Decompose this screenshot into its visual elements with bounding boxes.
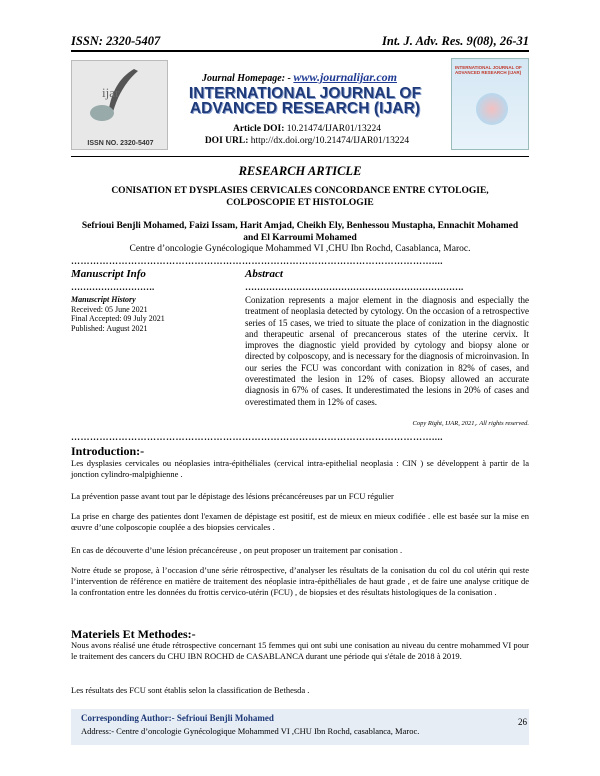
manuscript-dots: ……………………….: [71, 282, 155, 292]
abstract-heading: Abstract: [245, 268, 283, 280]
article-type: RESEARCH ARTICLE: [238, 164, 362, 178]
intro-paragraph-5: Notre étude se propose, à l’occasion d’une série rétrospective, d’analyser les résultats de la conisation du col du col utérin qui reste l’intervention de référence en matière de traitement des néoplasie intra-épithéliales de haut grade , et de faire une analyse critique de la confrontation entre les données du frottis cervico-utérin (FCU) , de biopsies et des résultats histologiques de la conisation .: [71, 565, 529, 597]
intro-paragraph-2: La prévention passe avant tout par le dépistage des lésions précancéreuses par un FCU régulier: [71, 491, 394, 501]
article-doi[interactable]: 10.21474/IJAR01/13224: [286, 124, 382, 134]
journal-homepage: [202, 70, 397, 85]
corresponding-author-box: [71, 709, 529, 745]
methods-heading: Materiels Et Methodes:-: [71, 627, 196, 641]
manuscript-info-heading: Manuscript Info: [71, 268, 146, 280]
intro-paragraph-1: Les dysplasies cervicales ou néoplasies intra-épithéliales (cervical intra-epithelial neoplasia : CIN ) se développent à partir de la jonction cylindro-malpighienne .: [71, 458, 529, 479]
doi-url-link[interactable]: http://dx.doi.org/10.21474/IJAR01/13224: [250, 136, 410, 146]
page-number: 26: [518, 717, 527, 727]
article-title-line1: CONISATION ET DYSPLASIES CERVICALES CONCORDANCE ENTRE CYTOLOGIE,: [111, 186, 489, 196]
authors-line2: and El Karroumi Mohamed: [243, 233, 357, 243]
accepted-date: Final Accepted: 09 July 2021: [71, 314, 165, 323]
methods-paragraph-2: Les résultats des FCU sont établis selon la classification de Bethesda .: [71, 685, 310, 695]
quill-icon: [72, 61, 167, 131]
copyright-notice: Copy Right, IJAR, 2021,. All rights reserved.: [412, 420, 529, 427]
dotted-separator-top: ……………………………………………………………………………………………………....: [71, 256, 443, 266]
cover-graphic: [476, 93, 508, 125]
published-date: Published: August 2021: [71, 323, 148, 333]
article-title-line2: COLPOSCOPIE ET HISTOLOGIE: [226, 198, 374, 208]
journal-reference-header: Int. J. Adv. Res. 9(08), 26-31: [382, 34, 529, 48]
author-list: [71, 220, 529, 244]
intro-paragraph-3: La prise en charge des patientes dont l'examen de dépistage est positif, est de mieux en mieux codifiée . elle est basée sur la mise en œuvre d’une colposcopie couplée a des biopsies cervicales .: [71, 511, 529, 532]
article-doi-label: Article DOI:: [232, 124, 285, 134]
journal-title-line2: ADVANCED RESEARCH (IJAR): [189, 100, 421, 117]
journal-logo: [71, 60, 168, 150]
abstract-dots: ……………………………………………………………….: [245, 282, 464, 292]
journal-banner: [71, 56, 529, 154]
journal-cover-image: [451, 58, 529, 150]
history-heading: Manuscript History: [71, 295, 136, 304]
received-date: Received: 05 June 2021: [71, 304, 148, 314]
methods-paragraph-1: Nous avons réalisé une étude rétrospective concernant 15 femmes qui ont subi une conisation au niveau du centre mohammed VI pour le traitement des cancers du CHU IBN ROCHD de CASABLANCA durant une période qui s'étale de 2018 à 2019.: [71, 640, 529, 661]
journal-title: [174, 86, 436, 116]
doi-url-label: DOI URL:: [204, 136, 249, 146]
corresponding-author-address: Address:- Centre d’oncologie Gynécologique Mohammed VI ,CHU Ibn Rochd, casablanca, Maroc.: [81, 726, 420, 736]
banner-rule: [71, 156, 529, 157]
corresponding-author-heading: Corresponding Author:- Sefrioui Benjli Mohamed: [81, 713, 274, 723]
homepage-label: Journal Homepage: -: [202, 73, 291, 84]
header-rule: [71, 50, 529, 52]
article-title: [71, 185, 529, 209]
logo-issn: ISSN NO. 2320-5407: [87, 140, 154, 147]
journal-title-line1: INTERNATIONAL JOURNAL OF: [188, 85, 422, 102]
abstract-text: Conization represents a major element in the diagnosis and especially the treatment of neoplasia detected by cytology. On the occasion of a retrospective series of 15 cases, we tried to situate the place of conization in the diagnostic and therapeutic arsenal of precancerous states of the uterine cervix. It improves the diagnostic yield provided by cytology and biopsy alone or directed by colposcopy, and is necessary for the diagnosis of microinvasion. In our series the FCU was concordant with conization in 82% of cases, and overestimated the lesion in 12% of cases. Biopsy allowed an accurate diagnosis in 67% of cases. It underestimated the lesions in 20% of cases and overestimated them in 12% of cases.: [245, 295, 529, 407]
cover-title: INTERNATIONAL JOURNAL OF ADVANCED RESEARCH (IJAR): [455, 65, 522, 75]
dotted-separator-bottom: ……………………………………………………………………………………………………....: [71, 432, 443, 442]
issn-header: ISSN: 2320-5407: [71, 34, 161, 48]
authors-line1: Sefrioui Benjli Mohamed, Faizi Issam, Harit Amjad, Cheikh Ely, Benhessou Mustapha, Ennachit Mohamed: [81, 221, 519, 231]
introduction-heading: Introduction:-: [71, 444, 145, 458]
manuscript-history: [71, 295, 165, 333]
affiliation: Centre d’oncologie Gynécologique Mohammed VI ,CHU Ibn Rochd, Casablanca, Maroc.: [129, 244, 471, 254]
doi-block: [187, 123, 427, 147]
homepage-link[interactable]: www.journalijar.com: [293, 70, 397, 84]
logo-text: ijar: [102, 85, 120, 100]
intro-paragraph-4: En cas de découverte d’une lésion précancéreuse , on peut proposer un traitement par conisation .: [71, 545, 403, 555]
